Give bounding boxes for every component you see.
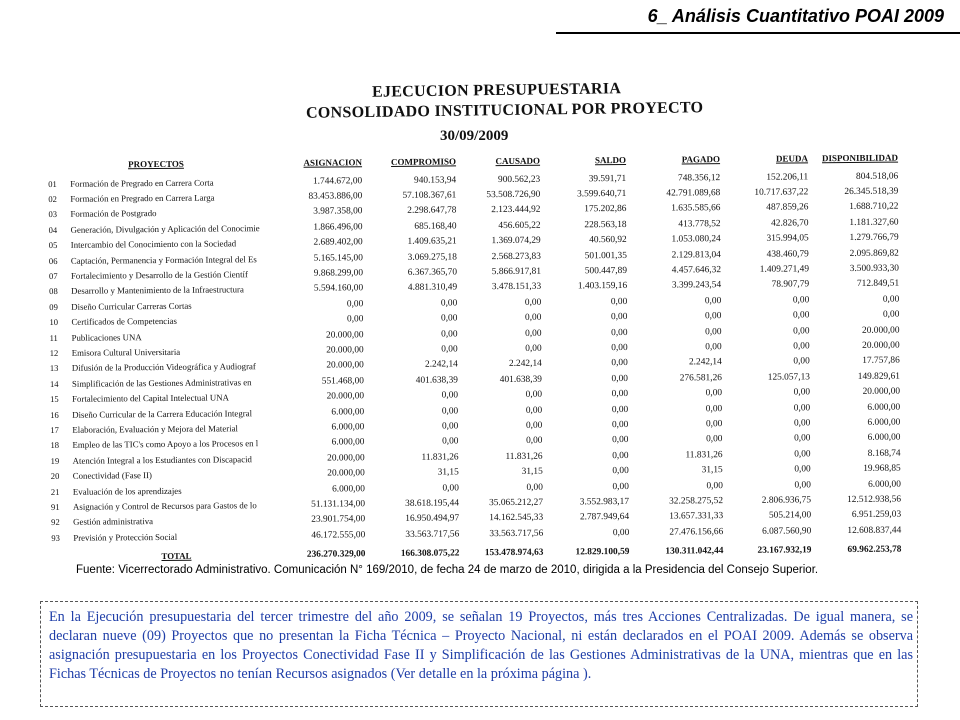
cell-compromiso: 401.638,39 <box>415 375 458 386</box>
cell-saldo: 0,00 <box>612 466 629 477</box>
cell-causado: 2.123.444,92 <box>491 205 541 216</box>
cell-deuda: 0,00 <box>793 341 810 352</box>
row-project-name: Formación de Postgrado <box>70 208 157 220</box>
total-saldo: 12.829.100,59 <box>575 546 630 558</box>
cell-saldo: 0,00 <box>611 373 628 384</box>
row-project-name: Conectividad (Fase II) <box>72 470 152 481</box>
cell-disponibilidad: 19.968,85 <box>863 463 901 474</box>
row-project-name: Formación de Pregrado en Carrera Corta <box>70 177 214 189</box>
row-project-name: Captación, Permanencia y Formación Integral del Es <box>70 253 257 266</box>
cell-asignacion: 6.000,00 <box>332 483 365 495</box>
cell-asignacion: 5.594.160,00 <box>313 283 364 295</box>
cell-saldo: 0,00 <box>612 435 629 446</box>
cell-saldo: 39.591,71 <box>588 173 627 184</box>
cell-deuda: 1.409.271,49 <box>759 264 810 275</box>
cell-disponibilidad: 12.512.938,56 <box>847 494 902 505</box>
cell-pagado: 0,00 <box>704 295 722 307</box>
cell-deuda: 0,00 <box>794 433 811 444</box>
cell-asignacion: 20.000,00 <box>327 468 365 479</box>
cell-saldo: 501.001,35 <box>584 250 627 261</box>
cell-disponibilidad: 6.951.259,03 <box>851 509 902 521</box>
cell-causado: 14.162.545,33 <box>489 512 544 524</box>
row-code: 18 <box>50 440 60 451</box>
cell-causado: 53.508.726,90 <box>486 189 541 201</box>
row-project-name: Evaluación de los aprendizajes <box>72 485 182 497</box>
cell-asignacion: 51.131.134,00 <box>311 499 366 510</box>
row-code: 05 <box>48 240 58 251</box>
cell-disponibilidad: 1.688.710,22 <box>849 202 899 213</box>
cell-compromiso: 2.242,14 <box>424 359 458 371</box>
cell-deuda: 125.057,13 <box>767 372 810 383</box>
cell-disponibilidad: 8.168,74 <box>867 448 901 459</box>
cell-pagado: 2.129.813,04 <box>671 249 721 261</box>
cell-compromiso: 0,00 <box>441 344 458 355</box>
cell-pagado: 0,00 <box>706 480 723 491</box>
cell-causado: 31,15 <box>521 466 543 477</box>
budget-table <box>46 153 903 565</box>
table-body <box>46 169 903 546</box>
row-code: 04 <box>48 224 58 235</box>
cell-deuda: 0,00 <box>794 479 811 490</box>
row-code: 10 <box>49 317 59 328</box>
cell-causado: 2.242,14 <box>508 359 542 370</box>
cell-deuda: 0,00 <box>793 418 811 429</box>
cell-asignacion: 0,00 <box>346 314 364 325</box>
cell-saldo: 228.563,18 <box>584 219 627 231</box>
cell-causado: 3.478.151,33 <box>491 282 542 293</box>
column-header-proyectos: PROYECTOS <box>127 158 184 170</box>
row-project-name: Gestión administrativa <box>73 516 154 528</box>
cell-asignacion: 5.165.145,00 <box>313 252 363 264</box>
row-code: 08 <box>49 286 58 297</box>
cell-pagado: 748.356,12 <box>677 172 721 184</box>
row-project-name: Asignación y Control de Recursos para Gastos de lo <box>72 500 257 512</box>
cell-deuda: 0,00 <box>793 356 810 367</box>
cell-pagado: 32.258.275,52 <box>669 495 724 507</box>
cell-saldo: 0,00 <box>612 527 630 538</box>
row-code: 19 <box>50 455 60 466</box>
cell-compromiso: 33.563.717,56 <box>405 529 460 540</box>
column-header-deuda: DEUDA <box>775 153 809 164</box>
row-project-name: Elaboración, Evaluación y Mejora del Material <box>72 423 239 435</box>
cell-pagado: 413.778,52 <box>678 218 721 230</box>
cell-causado: 35.065.212,27 <box>489 497 544 509</box>
cell-disponibilidad: 1.181.327,60 <box>849 217 899 228</box>
cell-pagado: 13.657.331,33 <box>669 511 724 522</box>
cell-deuda: 0,00 <box>794 464 811 475</box>
row-code: 91 <box>50 501 60 512</box>
cell-disponibilidad: 1.279.766,79 <box>849 232 899 244</box>
cell-saldo: 3.599.640,71 <box>577 189 627 200</box>
cell-pagado: 0,00 <box>704 311 722 322</box>
cell-asignacion: 20.000,00 <box>326 391 365 402</box>
cell-deuda: 42.826,70 <box>771 218 809 229</box>
cell-asignacion: 20.000,00 <box>326 360 364 371</box>
cell-compromiso: 0,00 <box>440 298 458 309</box>
row-project-name: Generación, Divulgación y Aplicación del Conocimie <box>70 222 260 235</box>
document-date: 30/09/2009 <box>440 128 509 144</box>
cell-disponibilidad: 20.000,00 <box>862 340 900 351</box>
cell-saldo: 0,00 <box>612 450 629 461</box>
cell-asignacion: 20.000,00 <box>325 329 364 341</box>
cell-asignacion: 1.866.496,00 <box>313 222 363 233</box>
cell-saldo: 0,00 <box>611 404 629 415</box>
cell-saldo: 0,00 <box>611 358 628 369</box>
page-header-title: 6_ Análisis Cuantitativo POAI 2009 <box>647 6 944 26</box>
analysis-note-box <box>40 601 918 707</box>
row-code: 01 <box>48 178 57 189</box>
cell-saldo: 175.202,86 <box>584 204 627 215</box>
cell-deuda: 0,00 <box>793 387 811 398</box>
cell-pagado: 42.791.089,68 <box>666 188 721 199</box>
cell-deuda: 438.460,79 <box>766 248 809 260</box>
row-code: 20 <box>50 471 60 482</box>
cell-saldo: 0,00 <box>611 389 629 400</box>
cell-disponibilidad: 0,00 <box>882 309 900 320</box>
cell-disponibilidad: 6.000,00 <box>867 432 901 444</box>
cell-causado: 0,00 <box>525 343 542 354</box>
cell-deuda: 2.806.936,75 <box>761 495 812 506</box>
row-project-name: Fortalecimiento del Capital Intelectual UNA <box>72 392 229 404</box>
row-code: 21 <box>50 486 60 497</box>
row-code: 02 <box>48 193 57 205</box>
row-project-name: Emisora Cultural Universitaria <box>71 346 181 358</box>
cell-causado: 0,00 <box>525 420 543 431</box>
row-code: 13 <box>49 363 59 374</box>
cell-causado: 0,00 <box>524 297 542 308</box>
cell-pagado: 0,00 <box>705 342 722 353</box>
cell-disponibilidad: 0,00 <box>882 294 900 305</box>
cell-asignacion: 0,00 <box>346 299 364 310</box>
row-project-name: Atención Integral a los Estudiantes con Discapacid <box>72 453 252 466</box>
cell-causado: 900.562,23 <box>497 174 541 185</box>
column-header-compromiso: COMPROMISO <box>390 156 457 167</box>
row-project-name: Formación en Pregrado en Carrera Larga <box>70 192 215 204</box>
row-project-name: Previsión y Protección Social <box>73 531 178 543</box>
cell-compromiso: 38.618.195,44 <box>405 498 460 509</box>
row-project-name: Diseño Curricular Carreras Cortas <box>71 300 192 312</box>
cell-pagado: 276.581,26 <box>679 372 722 384</box>
row-code: 15 <box>50 394 59 405</box>
cell-causado: 33.563.717,56 <box>489 528 544 539</box>
analysis-note-text: En la Ejecución presupuestaria del tercer trimestre del año 2009, se señalan 19 Proyectos, más tres Acciones Centralizadas. De igual manera, se declaran nueve (09) Proyectos que no presentan la Ficha Técnica – Proyecto Nacional, ni están declarados en el POAI 2009. Además se observa asignación presupuestaria en los Proyectos Conectividad Fase II y Simplificación de las Gestiones Administrativas de la UNA, mientras que en las Fichas Técnicas de Proyectos no tenían Recursos asignados (Ver detalle en la próxima página ). <box>49 609 913 682</box>
cell-compromiso: 16.950.494,97 <box>405 513 460 525</box>
cell-disponibilidad: 3.500.933,30 <box>849 263 900 275</box>
cell-disponibilidad: 2.095.869,82 <box>849 248 899 259</box>
row-project-name: Diseño Curricular de la Carrera Educación Integral <box>72 407 253 420</box>
cell-asignacion: 83.453.886,00 <box>308 191 363 202</box>
cell-pagado: 0,00 <box>705 326 722 337</box>
cell-disponibilidad: 804.518,06 <box>855 171 899 182</box>
cell-deuda: 6.087.560,90 <box>762 526 812 537</box>
row-code: 09 <box>49 301 58 312</box>
cell-disponibilidad: 20.000,00 <box>862 386 901 398</box>
cell-asignacion: 6.000,00 <box>331 406 365 418</box>
cell-compromiso: 31,15 <box>437 467 459 478</box>
cell-compromiso: 0,00 <box>440 313 458 324</box>
cell-saldo: 0,00 <box>610 296 628 307</box>
column-header-asignacion: ASIGNACION <box>303 157 363 168</box>
cell-saldo: 0,00 <box>612 481 629 492</box>
cell-pagado: 0,00 <box>705 388 723 399</box>
cell-pagado: 11.831,26 <box>685 449 723 461</box>
cell-disponibilidad: 6.000,00 <box>868 479 901 490</box>
row-code: 17 <box>50 424 59 435</box>
cell-disponibilidad: 6.000,00 <box>867 417 901 428</box>
cell-asignacion: 6.000,00 <box>331 437 365 448</box>
row-code: 12 <box>49 347 59 358</box>
cell-deuda: 487.859,26 <box>766 202 809 214</box>
cell-disponibilidad: 6.000,00 <box>867 402 901 413</box>
cell-saldo: 0,00 <box>611 419 629 431</box>
row-code: 07 <box>48 270 58 282</box>
row-project-name: Publicaciones UNA <box>71 331 142 343</box>
cell-compromiso: 11.831,26 <box>421 452 459 463</box>
cell-saldo: 3.552.983,17 <box>579 496 630 508</box>
cell-compromiso: 0,00 <box>442 482 459 494</box>
cell-causado: 456.605,22 <box>498 220 541 231</box>
cell-causado: 1.369.074,29 <box>491 235 541 247</box>
row-project-name: Simplificación de las Gestiones Administrativas en <box>71 376 252 389</box>
cell-deuda: 152.206,11 <box>766 172 809 183</box>
cell-pagado: 3.399.243,54 <box>671 280 722 291</box>
cell-deuda: 10.717.637,22 <box>754 187 809 198</box>
cell-deuda: 0,00 <box>793 402 811 414</box>
cell-pagado: 27.476.156,66 <box>669 526 724 538</box>
cell-asignacion: 23.901.754,00 <box>311 514 366 525</box>
cell-pagado: 2.242,14 <box>688 357 722 368</box>
header-rule <box>556 32 960 34</box>
cell-compromiso: 57.108.367,61 <box>402 190 457 201</box>
total-disponibilidad: 69.962.253,78 <box>847 544 902 556</box>
column-header-disponibilidad: DISPONIBILIDAD <box>821 152 899 164</box>
cell-pagado: 31,15 <box>701 465 723 476</box>
cell-pagado: 4.457.646,32 <box>671 265 722 276</box>
cell-pagado: 0,00 <box>705 403 723 414</box>
cell-saldo: 0,00 <box>611 342 628 354</box>
cell-pagado: 1.635.585,66 <box>671 203 721 215</box>
row-project-name: Desarrollo y Mantenimiento de la Infraestructura <box>71 284 244 297</box>
cell-disponibilidad: 17.757,86 <box>862 355 900 367</box>
cell-asignacion: 9.868.299,00 <box>313 268 364 279</box>
cell-asignacion: 20.000,00 <box>326 345 364 356</box>
cell-asignacion: 2.689.402,00 <box>313 237 363 248</box>
cell-compromiso: 0,00 <box>441 405 459 417</box>
cell-saldo: 1.403.159,16 <box>577 281 628 292</box>
cell-causado: 0,00 <box>526 436 543 447</box>
cell-compromiso: 940.153,94 <box>413 175 457 186</box>
document-title-line2: CONSOLIDADO INSTITUCIONAL POR PROYECTO <box>305 99 704 122</box>
column-header-pagado: PAGADO <box>681 154 721 165</box>
row-code: 16 <box>50 409 59 420</box>
cell-asignacion: 3.987.358,00 <box>313 206 363 218</box>
total-pagado: 130.311.042,44 <box>665 546 724 557</box>
cell-saldo: 500.447,89 <box>584 265 628 277</box>
cell-deuda: 315.994,05 <box>766 233 809 244</box>
row-code: 11 <box>49 332 58 343</box>
cell-compromiso: 0,00 <box>441 390 459 401</box>
cell-causado: 0,00 <box>525 328 542 339</box>
cell-deuda: 0,00 <box>794 449 811 460</box>
cell-causado: 0,00 <box>524 312 542 324</box>
document-title-line1: EJECUCION PRESUPUESTARIA <box>371 80 622 101</box>
row-project-name: Intercambio del Conocimiento con la Sociedad <box>70 238 237 251</box>
row-code: 03 <box>48 209 58 220</box>
total-label: TOTAL <box>161 550 192 562</box>
cell-causado: 0,00 <box>526 482 543 493</box>
cell-compromiso: 0,00 <box>441 421 459 432</box>
row-project-name: Empleo de las TIC's como Apoyo a los Procesos en l <box>72 438 259 451</box>
cell-pagado: 1.053.080,24 <box>671 234 721 245</box>
cell-causado: 11.831,26 <box>505 451 543 462</box>
cell-saldo: 0,00 <box>611 327 628 338</box>
total-asignacion: 236.270.329,00 <box>306 549 366 560</box>
cell-deuda: 0,00 <box>793 325 810 337</box>
cell-compromiso: 2.298.647,78 <box>407 205 457 217</box>
total-causado: 153.478.974,63 <box>484 547 544 559</box>
column-header-saldo: SALDO <box>594 154 627 166</box>
cell-compromiso: 1.409.635,21 <box>407 236 457 248</box>
total-deuda: 23.167.932,19 <box>757 545 812 556</box>
cell-disponibilidad: 149.829,61 <box>857 371 900 382</box>
row-code: 14 <box>49 378 59 389</box>
cell-asignacion: 6.000,00 <box>331 422 365 433</box>
row-project-name: Fortalecimiento y Desarrollo de la Gestión Científ <box>70 269 248 281</box>
row-code: 93 <box>51 532 60 543</box>
cell-disponibilidad: 712.849,51 <box>856 278 900 290</box>
cell-asignacion: 20.000,00 <box>327 452 365 464</box>
cell-causado: 5.866.917,81 <box>491 266 542 278</box>
row-code: 92 <box>51 517 60 528</box>
cell-disponibilidad: 12.608.837,44 <box>847 525 902 536</box>
cell-pagado: 0,00 <box>705 419 723 430</box>
cell-deuda: 0,00 <box>792 295 810 306</box>
cell-compromiso: 0,00 <box>441 329 458 340</box>
cell-saldo: 2.787.949,64 <box>579 512 630 523</box>
total-compromiso: 166.308.075,22 <box>400 548 460 559</box>
cell-asignacion: 46.172.555,00 <box>311 529 366 541</box>
cell-saldo: 0,00 <box>610 312 628 323</box>
row-code: 06 <box>48 255 58 266</box>
cell-asignacion: 551.468,00 <box>321 375 364 387</box>
cell-compromiso: 0,00 <box>442 436 459 447</box>
row-project-name: Certificados de Competencias <box>71 316 177 327</box>
cell-disponibilidad: 20.000,00 <box>861 325 900 336</box>
cell-deuda: 0,00 <box>792 310 810 321</box>
cell-saldo: 40.560,92 <box>589 235 627 246</box>
cell-causado: 2.568.273,83 <box>491 251 541 262</box>
source-note: Fuente: Vicerrectorado Administrativo. Comunicación N° 169/2010, de fecha 24 de marzo de 2010, dirigida a la Presidencia del Consejo Superior. <box>76 564 819 576</box>
cell-compromiso: 3.069.275,18 <box>407 252 457 263</box>
cell-causado: 0,00 <box>525 389 543 400</box>
cell-deuda: 505.214,00 <box>768 510 812 521</box>
cell-asignacion: 1.744.672,00 <box>312 175 363 187</box>
cell-deuda: 78.907,79 <box>771 279 810 291</box>
cell-causado: 401.638,39 <box>499 374 542 385</box>
cell-causado: 0,00 <box>525 405 543 416</box>
column-header-causado: CAUSADO <box>495 155 541 167</box>
row-project-name: Difusión de la Producción Videográfica y Audiograf <box>71 361 256 374</box>
cell-compromiso: 685.168,40 <box>414 221 457 232</box>
cell-pagado: 0,00 <box>706 434 723 445</box>
cell-disponibilidad: 26.345.518,39 <box>844 186 899 198</box>
cell-compromiso: 4.881.310,49 <box>407 282 458 294</box>
cell-compromiso: 6.367.365,70 <box>407 267 458 278</box>
